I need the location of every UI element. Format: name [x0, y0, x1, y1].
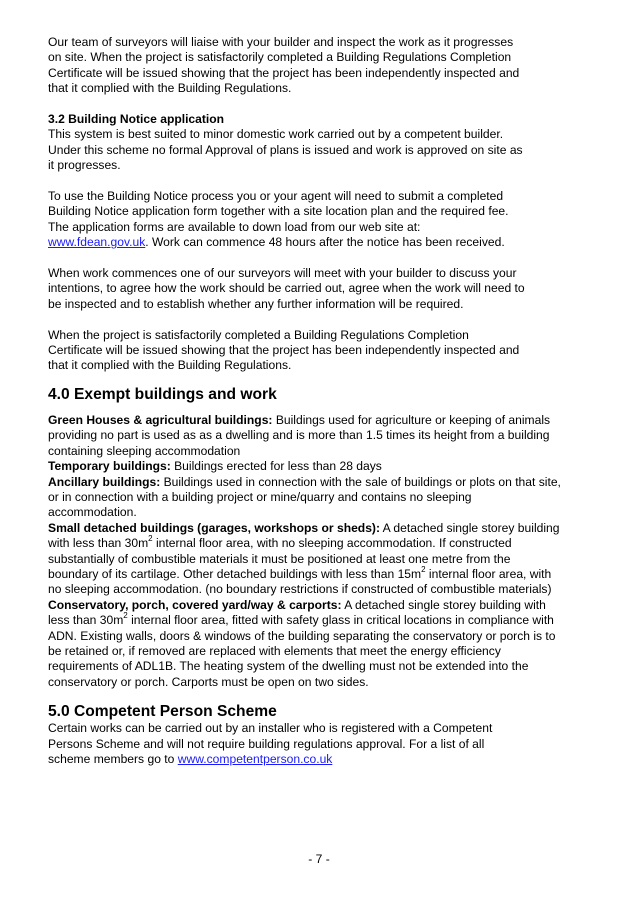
ancillary-buildings-label: Ancillary buildings: — [48, 474, 161, 489]
conservatory-text-1: A detached single storey building with less than 30m — [48, 597, 546, 628]
small-detached-text-3: internal floor area, with no sleeping accommodation. (no boundary restrictions if constructed of combustible materials) — [48, 566, 552, 597]
page-number: - 7 - — [308, 852, 330, 866]
superscript-2: 2 — [148, 534, 153, 544]
s32-paragraph-2-text: To use the Building Notice process you or your agent will need to submit a completed Building Notice application form together with a site location plan and the required fee. The application forms are available to down load from our web site at: — [48, 189, 509, 234]
conservatory-label: Conservatory, porch, covered yard/way & carports: — [48, 597, 342, 612]
superscript-2: 2 — [421, 564, 426, 574]
small-detached-label: Small detached buildings (garages, workshops or sheds): — [48, 520, 380, 535]
fdean-website-link[interactable]: www.fdean.gov.uk — [48, 235, 146, 250]
s32-paragraph-2-tail: . Work can commence 48 hours after the notice has been received. — [145, 235, 505, 250]
competent-person-link[interactable]: www.competentperson.co.uk — [177, 752, 333, 766]
green-houses-label: Green Houses & agricultural buildings: — [48, 412, 273, 427]
conservatory-text-2: internal floor area, fitted with safety glass in critical locations in compliance with ADN. Existing walls, doors & windows of the building separating the conservatory or porch is to be retained or, if removed are replaced with elements that meet the energy efficiency requirements of ADL1B. The heating system of the dwelling must not be extended into the conservatory or porch. Carports must be open on two sides. — [48, 613, 556, 689]
small-detached-text-2: internal floor area, with no sleeping accommodation. If constructed substantially of combustible materials it must be positioned at least one metre from the boundary of its cartilage. Other detached buildings with less than 15m — [48, 536, 512, 581]
s32-paragraph-2 — [48, 189, 608, 251]
s32-paragraph-4: When the project is satisfactorily completed a Building Regulations Completion Certificate will be issued showing that the project has been independently inspected and that it complied with the Building Regulations. — [48, 327, 520, 373]
temporary-buildings-label: Temporary buildings: — [48, 459, 171, 474]
small-detached-buildings-item — [48, 521, 608, 598]
ancillary-buildings-item — [48, 475, 608, 521]
green-houses-item — [48, 413, 608, 459]
small-detached-text-1: A detached single storey building with less than 30m — [48, 520, 560, 551]
superscript-2: 2 — [123, 611, 128, 621]
section-5-0-heading: 5.0 Competent Person Scheme — [48, 703, 277, 721]
temporary-buildings-item — [48, 459, 608, 474]
section-3-2-heading: 3.2 Building Notice application — [48, 112, 225, 127]
conservatory-item — [48, 598, 608, 690]
temporary-buildings-text: Buildings erected for less than 28 days — [170, 459, 382, 474]
ancillary-buildings-text: Buildings used in connection with the sale of buildings or plots on that site, or in connection with a building project or mine/quarry and contains no sleeping accommodation. — [48, 474, 561, 520]
green-houses-text: Buildings used for agriculture or keeping of animals providing no part is used as as a dwelling and is more than 1.5 times its height from a building containing sleeping accommodation — [48, 412, 551, 458]
section-4-0-heading: 4.0 Exempt buildings and work — [48, 385, 277, 403]
s32-paragraph-1: This system is best suited to minor domestic work carried out by a competent builder. Under this scheme no formal Approval of plans is issued and work is approved on site as it progresses. — [48, 127, 523, 173]
s32-paragraph-3: When work commences one of our surveyors will meet with your builder to discuss your intentions, to agree how the work should be carried out, agree when the work will need to be inspected and to establish whether any further information will be required. — [48, 266, 525, 311]
intro-paragraph: Our team of surveyors will liaise with your builder and inspect the work as it progresses on site. When the project is satisfactorily completed a Building Regulations Completion Certificate will be issued showing that the project has been independently inspected and that it complied with the Building Regulations. — [48, 35, 520, 96]
document-page — [48, 35, 608, 767]
s50-paragraph — [48, 721, 608, 767]
s50-paragraph-text: Certain works can be carried out by an installer who is registered with a Competent Persons Scheme and will not require building regulations approval. For a list of all scheme members go to — [48, 721, 493, 766]
